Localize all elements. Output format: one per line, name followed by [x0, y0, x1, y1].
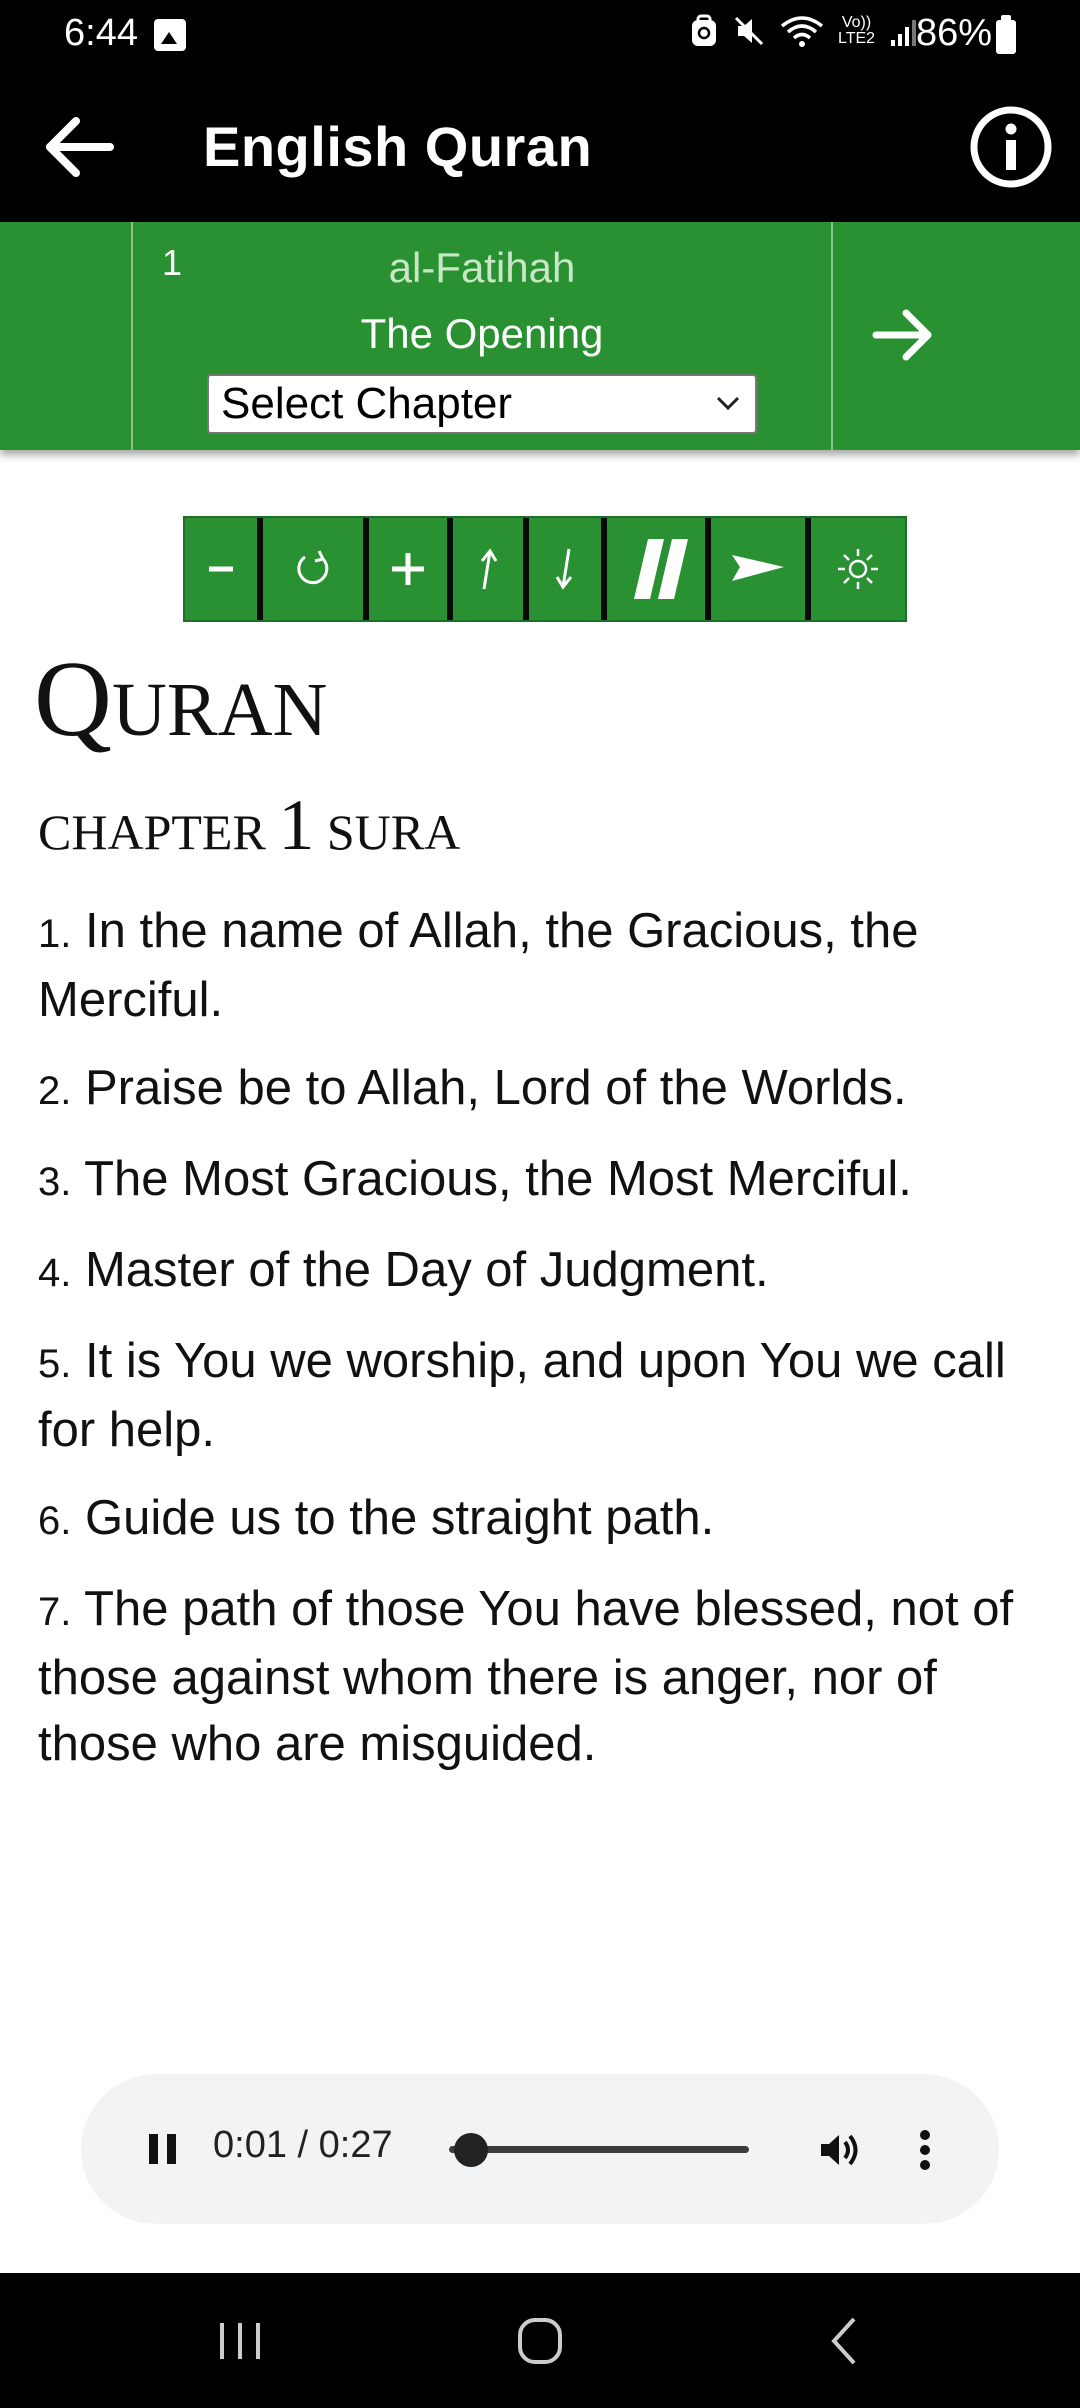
pause-scroll-button[interactable] — [607, 518, 711, 620]
plus-icon — [386, 547, 430, 591]
battery-percent: 86% — [916, 12, 993, 54]
text-larger-button[interactable] — [369, 518, 453, 620]
status-time: 6:44 — [64, 12, 138, 54]
verse — [38, 1146, 1048, 1215]
verse — [38, 1237, 1048, 1306]
home-icon — [500, 2311, 580, 2371]
verse-text: The path of those You have blessed, not of those against whom there is anger, nor of those who are misguided. — [38, 1582, 1014, 1771]
status-icons — [690, 14, 923, 48]
verse-number: 3. — [38, 1160, 72, 1204]
more-options-button[interactable] — [897, 2118, 953, 2182]
minus-icon — [201, 549, 241, 589]
battery-icon — [996, 20, 1016, 54]
next-chapter-button[interactable] — [866, 300, 942, 370]
audio-player — [81, 2074, 999, 2224]
verse-text: Master of the Day of Judgment. — [84, 1243, 769, 1297]
reader-toolbar — [183, 516, 907, 622]
brightness-button[interactable] — [811, 518, 905, 620]
title-rest: URAN — [112, 668, 328, 752]
pause-icon — [131, 2116, 195, 2180]
scroll-down-button[interactable] — [529, 518, 607, 620]
title-initial: Q — [34, 640, 112, 759]
audio-time: 0:01 / 0:27 — [213, 2124, 393, 2166]
volume-icon — [807, 2118, 871, 2182]
chevron-left-icon — [806, 2311, 886, 2371]
chapter-arabic-name: al-Fatihah — [388, 244, 576, 291]
arrow-right-icon — [866, 300, 942, 370]
chapter-number: 1 — [162, 242, 183, 283]
audio-seek-thumb[interactable] — [454, 2133, 488, 2167]
reset-icon — [289, 545, 337, 593]
audio-pause-button[interactable] — [131, 2116, 195, 2180]
page-title — [34, 640, 327, 770]
lte-label: LTE2 — [838, 30, 876, 47]
chapter-word: CHAPTER — [38, 804, 266, 860]
more-vert-icon — [897, 2118, 953, 2182]
verse-text: It is You we worship, and upon You we call for help. — [38, 1334, 1006, 1457]
verse — [38, 1328, 1048, 1463]
recents-button[interactable] — [200, 2311, 280, 2371]
verse-text: Guide us to the straight path. — [84, 1491, 715, 1545]
network-type — [838, 15, 875, 47]
verse-number: 2. — [38, 1069, 72, 1113]
verse-number: 6. — [38, 1499, 72, 1543]
volte-label: Vo)) — [841, 14, 872, 31]
verse-number: 5. — [38, 1342, 72, 1386]
nfc-icon — [690, 14, 718, 48]
scroll-up-button[interactable] — [453, 518, 529, 620]
home-button[interactable] — [500, 2311, 580, 2371]
chapter-heading-number: 1 — [278, 785, 315, 865]
app-title: English Quran — [203, 115, 593, 178]
auto-scroll-button[interactable] — [711, 518, 811, 620]
pause-icon — [620, 533, 692, 605]
verse — [38, 1576, 1048, 1777]
verse — [38, 898, 1048, 1033]
verse-number: 4. — [38, 1251, 72, 1295]
volume-button[interactable] — [807, 2118, 871, 2182]
verse — [38, 1055, 1048, 1124]
chapter-select[interactable] — [207, 374, 757, 434]
audio-seek-bar[interactable] — [449, 2146, 749, 2153]
arrow-left-icon — [40, 107, 120, 187]
mute-icon — [732, 14, 766, 48]
verse-list — [38, 898, 1048, 1799]
system-back-button[interactable] — [806, 2311, 886, 2371]
verse-text: In the name of Allah, the Gracious, the Merciful. — [38, 904, 919, 1027]
chapter-heading — [38, 784, 460, 867]
text-reset-button[interactable] — [263, 518, 369, 620]
recents-icon — [200, 2311, 280, 2371]
system-nav-bar — [0, 2273, 1080, 2408]
info-circle-icon — [968, 104, 1054, 190]
wifi-icon — [780, 14, 824, 48]
chapter-select-label: Select Chapter — [221, 379, 513, 428]
verse-number: 7. — [38, 1590, 72, 1634]
app-bar — [0, 72, 1080, 222]
chapter-navigation — [0, 222, 1080, 450]
back-button[interactable] — [40, 107, 120, 187]
scroll-up-icon — [470, 545, 506, 593]
verse-text: Praise be to Allah, Lord of the Worlds. — [84, 1061, 907, 1115]
play-icon — [728, 549, 788, 589]
gallery-notification-icon — [154, 19, 186, 51]
brightness-icon — [834, 545, 882, 593]
sura-word: SURA — [326, 804, 461, 860]
scroll-down-icon — [547, 545, 583, 593]
verse — [38, 1485, 1048, 1554]
verse-text: The Most Gracious, the Most Merciful. — [84, 1152, 912, 1206]
info-button[interactable] — [968, 104, 1054, 190]
text-smaller-button[interactable] — [185, 518, 263, 620]
status-bar — [0, 0, 1080, 72]
verse-number: 1. — [38, 912, 72, 956]
chapter-english-name: The Opening — [360, 310, 604, 357]
chevron-down-icon — [715, 394, 741, 412]
divider — [831, 222, 833, 450]
